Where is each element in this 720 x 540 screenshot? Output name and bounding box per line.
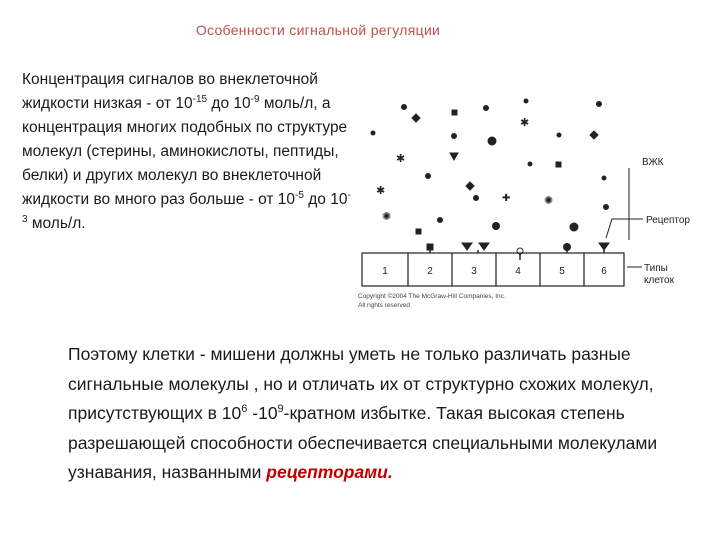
cell-number: 4 [515, 266, 521, 277]
intro-exp-4: -3 [22, 189, 351, 225]
molecule-dot [528, 162, 532, 166]
molecule-diamond [412, 114, 420, 122]
molecule-dot [604, 205, 609, 210]
intro-text-1: Концентрация сигналов во внеклеточной жидкости низкая - от [22, 71, 318, 112]
molecule-triangle [450, 153, 458, 160]
molecule-dot [371, 131, 375, 135]
bound-triangle [462, 243, 472, 250]
molecule-square [556, 162, 561, 167]
molecule-dot [524, 99, 528, 103]
conclusion-text-3: -кратном избытке. Такая высокая степень разрешающей способности обеспечивается специальными молекулами узнавания, названными [68, 403, 658, 482]
molecule-dot [557, 133, 561, 137]
ecf-label: ВЖК [642, 157, 664, 168]
molecule-dot [474, 196, 479, 201]
molecule-dot [452, 134, 457, 139]
intro-exp-1: -15 [192, 93, 208, 105]
intro-paragraph [22, 68, 352, 236]
molecule-dot [438, 218, 443, 223]
molecule-sunburst: ✺ [544, 194, 554, 207]
intro-base-1: 10 [175, 95, 193, 112]
cell-number: 1 [382, 266, 388, 277]
molecule-diamond [590, 131, 598, 139]
molecule-cross: ✚ [502, 193, 511, 204]
molecule-diamond [466, 182, 474, 190]
molecule-big-dot [488, 137, 496, 145]
molecule-dot [484, 106, 489, 111]
molecule-dot [597, 102, 602, 107]
molecule-big-dot [493, 223, 500, 230]
intro-exp-3: -5 [295, 189, 304, 201]
receptor-diagram [356, 90, 696, 320]
molecule-star: ✱ [520, 116, 530, 129]
intro-exp-2: -9 [250, 93, 260, 105]
cell-number: 6 [601, 266, 607, 277]
intro-text-3: моль/л, а концентрация многих подобных по структуре молекул (стерины, аминокислоты, пептиды, белки) и других молекул во внеклеточной жидкости во много раз больше - от 10 [22, 95, 348, 208]
intro-text-4: до 10 [303, 191, 348, 208]
signal-molecules [371, 99, 609, 234]
molecule-sunburst: ✺ [382, 210, 392, 223]
conclusion-exp-2: 9 [277, 403, 284, 416]
molecule-star: ✱ [376, 184, 386, 197]
bound-triangle [479, 243, 489, 250]
molecule-star: ✱ [396, 152, 406, 165]
receptor-leader [606, 219, 643, 238]
copyright-line-2: All rights reserved [358, 302, 411, 309]
cell-row [362, 253, 624, 286]
molecule-dot [426, 174, 431, 179]
receptor-label: Рецептор [646, 215, 690, 226]
molecule-dot [602, 176, 606, 180]
molecule-square [416, 229, 421, 234]
cell-number: 5 [559, 266, 565, 277]
bound-square [427, 244, 433, 250]
intro-text-5: моль/л. [27, 215, 86, 232]
molecule-square [452, 110, 457, 115]
bound-dot [564, 244, 571, 251]
cell-number: 3 [471, 266, 477, 277]
molecule-big-dot [570, 223, 578, 231]
conclusion-text-1: Поэтому клетки - мишени должны уметь не только различать разные сигнальные молекулы , но и отличать их от структурно схожих молекул, присутствующих в 10 [68, 344, 654, 423]
molecule-dot [402, 105, 407, 110]
cell-layer [362, 253, 624, 286]
bound-triangle [599, 243, 609, 250]
cell-number: 2 [427, 266, 433, 277]
receptors-term: рецепторами. [266, 462, 393, 482]
conclusion-exp-1: 6 [241, 403, 248, 416]
conclusion-text-2: -10 [247, 403, 278, 423]
slide-title: Особенности сигнальной регуляции [195, 22, 441, 38]
receptor-diagram-svg [356, 90, 696, 320]
cell-types-label: Типы [644, 263, 668, 274]
conclusion-paragraph [68, 340, 716, 488]
intro-text-2: до 10 [207, 95, 251, 112]
copyright-line-1: Copyright ©2004 The McGraw-Hill Companies, Inc. [358, 293, 506, 300]
cell-types-label-line2: клеток [644, 275, 674, 286]
